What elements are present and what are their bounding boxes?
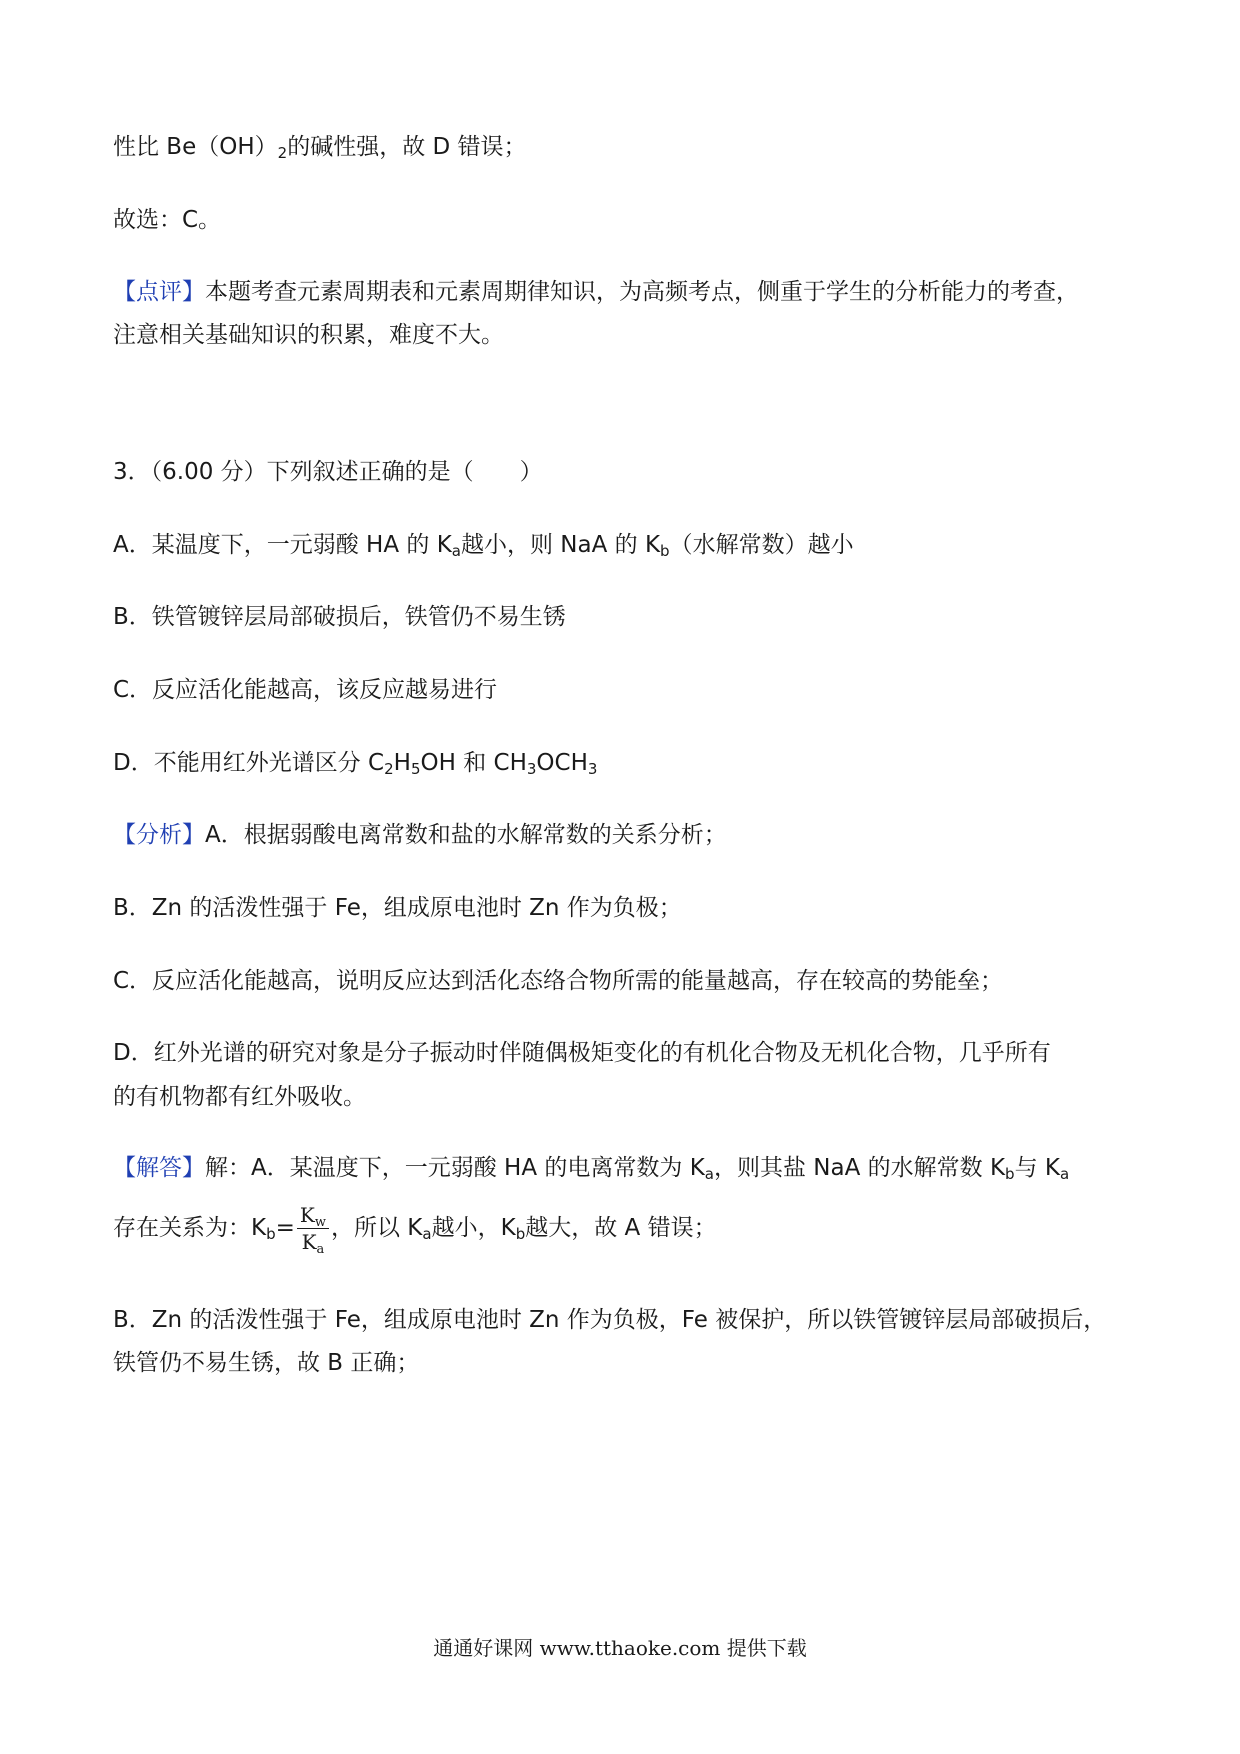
text: 解：A．某温度下，一元弱酸 HA 的电离常数为 K — [205, 1155, 705, 1181]
subscript: b — [660, 542, 670, 560]
text: A．某温度下，一元弱酸 HA 的 K — [113, 532, 452, 558]
option-b: B．铁管镀锌层局部破损后，铁管仍不易生锈 — [113, 604, 566, 630]
answer-a-1 — [113, 1153, 1140, 1183]
option-c: C．反应活化能越高，该反应越易进行 — [113, 677, 498, 703]
page-footer: 通通好课网 www.tthaoke.com 提供下载 — [433, 1636, 807, 1660]
analysis-d-1: D．红外光谱的研究对象是分子振动时伴随偶极矩变化的有机化合物及无机化合物，几乎所有 — [113, 1040, 1051, 1066]
text: A．根据弱酸电离常数和盐的水解常数的关系分析； — [205, 822, 727, 848]
subscript: 3 — [526, 760, 537, 778]
subscript: b — [266, 1225, 276, 1243]
text: 的碱性强，故 D 错误； — [287, 134, 527, 160]
subscript: 5 — [410, 760, 421, 778]
analysis-b: B．Zn 的活泼性强于 Fe，组成原电池时 Zn 作为负极； — [113, 895, 682, 921]
analysis-d-2: 的有机物都有红外吸收。 — [113, 1084, 366, 1110]
answer-b-2: 铁管仍不易生锈，故 B 正确； — [113, 1350, 420, 1376]
answer-tag: 【解答】 — [113, 1155, 205, 1181]
option-d — [113, 748, 1140, 778]
subscript: b — [515, 1225, 526, 1243]
prev-d-conclusion — [113, 132, 1140, 162]
text: 存在关系为：K — [113, 1215, 267, 1241]
text: 越小，K — [431, 1215, 516, 1241]
prev-choice: 故选：C。 — [113, 207, 222, 233]
subscript: 2 — [384, 760, 394, 778]
text: K — [301, 1230, 317, 1254]
text: OCH — [536, 750, 588, 776]
subscript: a — [316, 1242, 325, 1257]
subscript: a — [422, 1225, 432, 1243]
question-stem: 3．（6.00 分）下列叙述正确的是（ ） — [113, 459, 543, 485]
subscript: 3 — [587, 760, 598, 778]
subscript: a — [1059, 1165, 1070, 1183]
kw-over-ka-fraction — [297, 1202, 329, 1255]
text: K — [299, 1203, 315, 1227]
fraction-numerator — [297, 1202, 329, 1229]
comment-tag: 【点评】 — [113, 279, 205, 305]
text: 本题考查元素周期表和元素周期律知识，为高频考点，侧重于学生的分析能力的考查， — [205, 279, 1079, 305]
text: H — [393, 750, 411, 776]
comment-line-2: 注意相关基础知识的积累，难度不大。 — [113, 322, 504, 348]
answer-b-1: B．Zn 的活泼性强于 Fe，组成原电池时 Zn 作为负极，Fe 被保护，所以铁管镀锌层局部破损后， — [113, 1307, 1107, 1333]
text: （水解常数）越小 — [669, 532, 854, 558]
text: ，所以 K — [331, 1215, 423, 1241]
answer-a-2 — [113, 1186, 1140, 1270]
text: = — [275, 1215, 295, 1241]
option-a — [113, 530, 1140, 560]
subscript: a — [451, 542, 461, 560]
text: 性比 Be（OH） — [113, 134, 278, 160]
text: 越大，故 A 错误； — [525, 1215, 717, 1241]
text: OH 和 CH — [420, 750, 527, 776]
text: ，则其盐 NaA 的水解常数 K — [713, 1155, 1006, 1181]
comment-line-1 — [113, 277, 1140, 307]
text: 越小，则 NaA 的 K — [460, 532, 661, 558]
subscript: w — [314, 1215, 326, 1230]
analysis-a — [113, 820, 1140, 850]
subscript: a — [704, 1165, 714, 1183]
text: 与 K — [1014, 1155, 1060, 1181]
text: D．不能用红外光谱区分 C — [113, 750, 385, 776]
analysis-tag: 【分析】 — [113, 822, 205, 848]
analysis-c: C．反应活化能越高，说明反应达到活化态络合物所需的能量越高，存在较高的势能垒； — [113, 968, 1004, 994]
subscript: 2 — [277, 144, 288, 162]
fraction-denominator — [297, 1229, 329, 1255]
subscript: b — [1005, 1165, 1015, 1183]
